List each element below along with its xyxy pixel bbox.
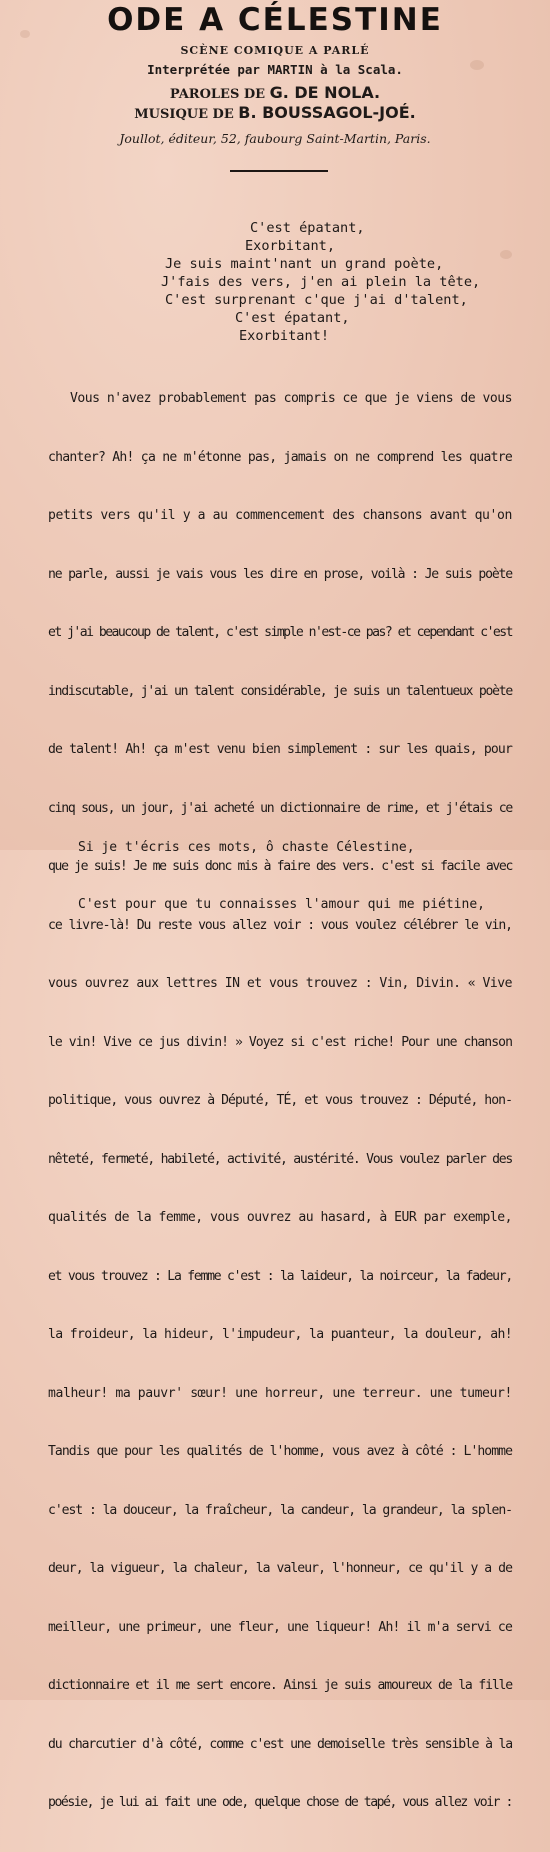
prose-line: vous ouvrez aux lettres IN et vous trouvez : Vin, Divin. « Vive	[48, 976, 512, 991]
verse-line: Je suis maint'nant un grand poète,	[165, 256, 444, 272]
music-prefix: MUSIQUE DE	[134, 107, 234, 122]
prose-block	[48, 350, 512, 1852]
ode-line: C'est pour que tu connaisses l'amour qui me piétine,	[78, 897, 485, 912]
prose-line: petits vers qu'il y a au commencement des chansons avant qu'on	[48, 508, 512, 523]
prose-line: poésie, je lui ai fait une ode, quelque chose de tapé, vous allez voir :	[48, 1795, 512, 1810]
publisher-line: Joullot, éditeur, 52, faubourg Saint-Martin, Paris.	[119, 131, 431, 146]
prose-line: de talent! Ah! ça m'est venu bien simplement : sur les quais, pour	[48, 742, 512, 757]
prose-line: indiscutable, j'ai un talent considérable, je suis un talentueux poète	[48, 683, 512, 699]
lyrics-author: G. DE NOLA.	[269, 83, 381, 102]
lyrics-prefix: PAROLES DE	[169, 87, 266, 102]
prose-line: chanter? Ah! ça ne m'étonne pas, jamais on ne comprend les quatre	[48, 449, 512, 465]
prose-line: que je suis! Je me suis donc mis à faire des vers. c'est si facile avec	[48, 859, 512, 874]
page-title: ODE A CÉLESTINE	[107, 2, 443, 38]
music-credit	[0, 103, 550, 122]
prose-line: et vous trouvez : La femme c'est : la laideur, la noirceur, la fadeur,	[48, 1268, 512, 1284]
prose-line: le vin! Vive ce jus divin! » Voyez si c'est riche! Pour une chanson	[48, 1034, 512, 1050]
prose-line: malheur! ma pauvr' sœur! une horreur, une terreur. une tumeur!	[48, 1385, 512, 1401]
prose-line: ne parle, aussi je vais vous les dire en prose, voilà : Je suis poète	[48, 566, 512, 582]
subtitle: SCÈNE COMIQUE A PARLÉ	[180, 44, 370, 57]
ode-lines	[78, 800, 485, 952]
divider	[230, 170, 328, 172]
prose-line: c'est : la douceur, la fraîcheur, la candeur, la grandeur, la splen-	[48, 1502, 512, 1518]
prose-line: Tandis que pour les qualités de l'homme, vous avez à côté : L'homme	[48, 1444, 512, 1459]
verse-line: C'est surprenant c'que j'ai d'talent,	[165, 292, 468, 308]
prose-line: meilleur, une primeur, une fleur, une liqueur! Ah! il m'a servi ce	[48, 1619, 512, 1635]
prose-line: nêteté, fermeté, habileté, activité, austérité. Vous voulez parler des	[48, 1151, 512, 1167]
prose-line: ce livre-là! Du reste vous allez voir : vous voulez célébrer le vin,	[48, 917, 512, 933]
verse-line: Exorbitant!	[239, 328, 330, 344]
prose-line: et j'ai beaucoup de talent, c'est simple n'est-ce pas? et cependant c'est	[48, 625, 512, 640]
prose-line: la froideur, la hideur, l'impudeur, la puanteur, la douleur, ah!	[48, 1327, 512, 1342]
prose-line: deur, la vigueur, la chaleur, la valeur, l'honneur, ce qu'il y a de	[48, 1561, 512, 1576]
prose-line: politique, vous ouvrez à Député, TÉ, et vous trouvez : Député, hon-	[48, 1093, 512, 1108]
verse-line: C'est épatant,	[235, 310, 350, 326]
verse-line: Exorbitant,	[245, 238, 336, 254]
prose-line: Vous n'avez probablement pas compris ce que je viens de vous	[70, 391, 512, 406]
prose-line: qualités de la femme, vous ouvrez au hasard, à EUR par exemple,	[48, 1210, 512, 1225]
paper-stain	[500, 250, 512, 259]
lyrics-credit	[0, 83, 550, 102]
verse-line: C'est épatant,	[250, 220, 365, 236]
prose-line: cinq sous, un jour, j'ai acheté un dictionnaire de rime, et j'étais ce	[48, 800, 512, 816]
verse-line: J'fais des vers, j'en ai plein la tête,	[161, 274, 481, 290]
prose-line: du charcutier d'à côté, comme c'est une demoiselle très sensible à la	[48, 1736, 512, 1752]
ode-line: Si je t'écris ces mots, ô chaste Célestine,	[78, 840, 415, 855]
prose-line: dictionnaire et il me sert encore. Ainsi je suis amoureux de la fille	[48, 1678, 512, 1693]
performer-line: Interprétée par MARTIN à la Scala.	[147, 62, 403, 77]
music-author: B. BOUSSAGOL-JOÉ.	[238, 103, 416, 122]
